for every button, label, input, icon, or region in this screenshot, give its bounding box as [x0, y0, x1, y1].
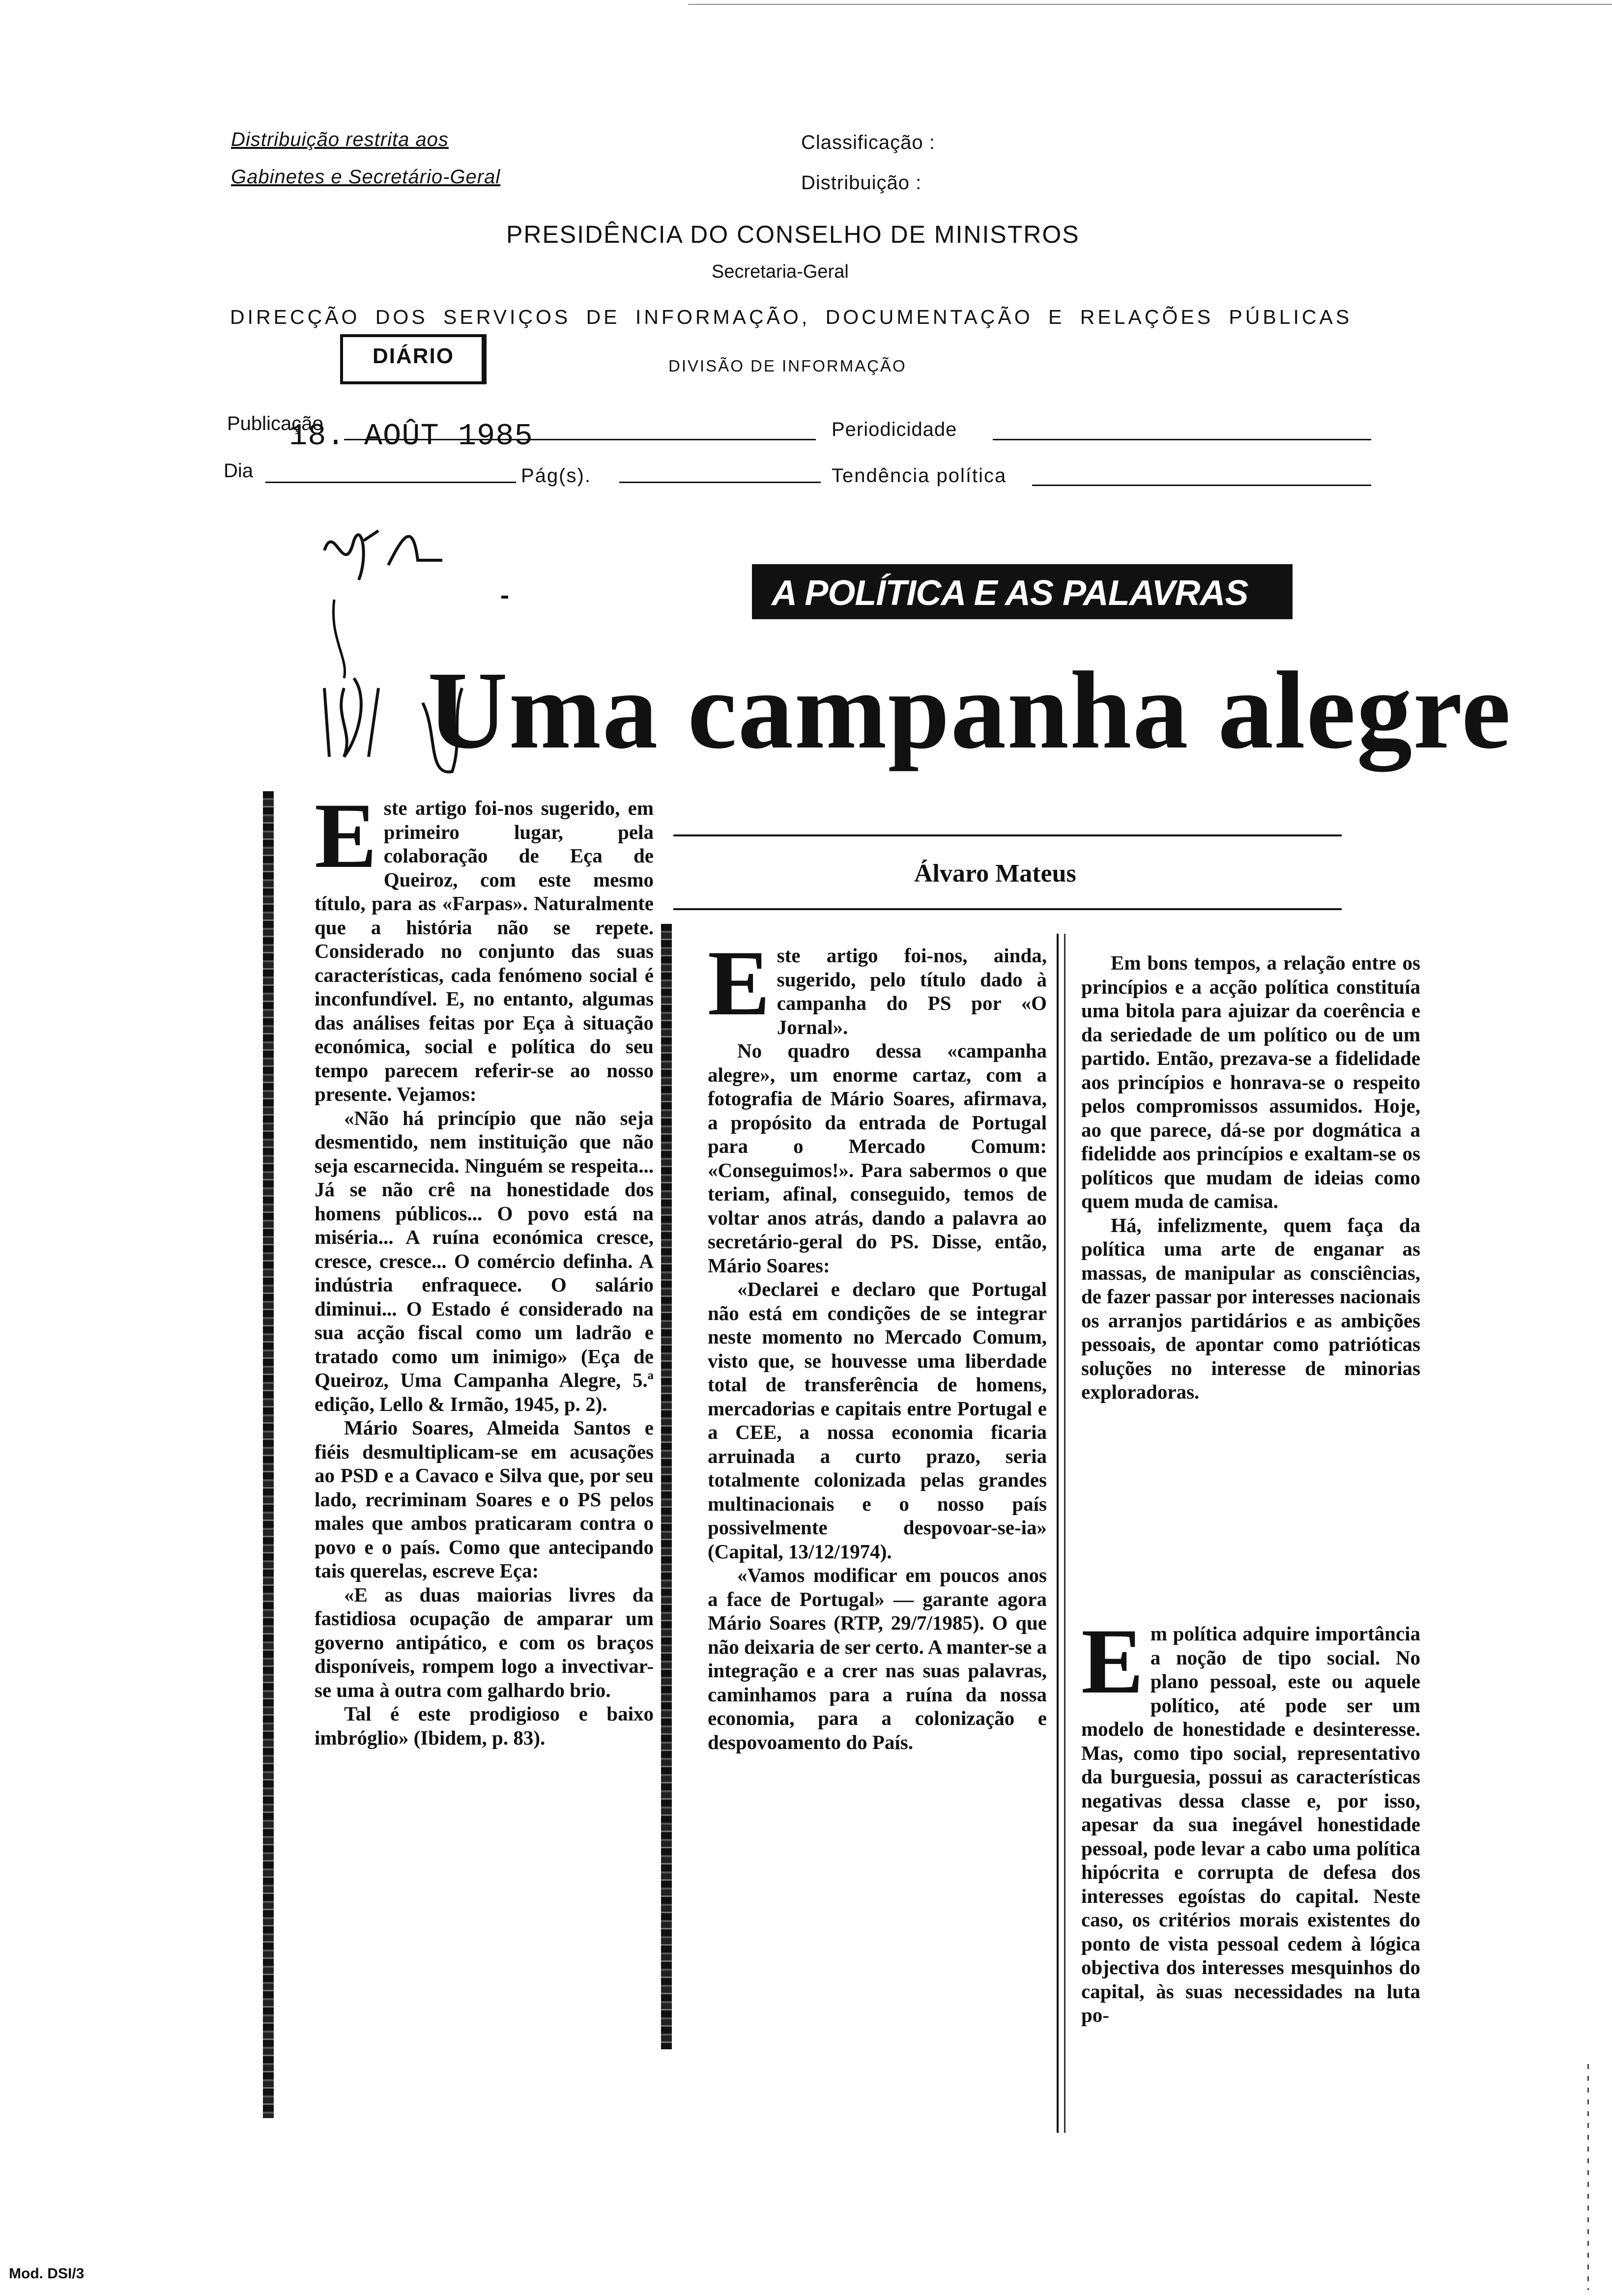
- article-title: Uma campanha alegre: [428, 649, 1512, 772]
- publication-rule: [344, 439, 816, 440]
- author-name: Álvaro Mateus: [914, 860, 1076, 888]
- drop-cap-3: E: [1081, 1610, 1144, 1713]
- tendency-label: Tendência política: [832, 465, 1007, 487]
- col1-paragraph: «E as duas maiorias livres da fastidiosa ocupação de amparar um governo antipático, e com os braços disponíveis, rompem logo a invectivar-se uma à outra com galhardo brio.: [315, 1583, 654, 1701]
- column-border-middle: [661, 924, 672, 2049]
- periodicity-rule: [993, 439, 1371, 440]
- drop-cap-1: E: [315, 784, 377, 888]
- diario-stamp: [340, 334, 487, 384]
- article-column-1: [315, 784, 654, 2148]
- author-rule-bottom: [673, 908, 1342, 910]
- secretariat-heading: Secretaria-Geral: [712, 261, 849, 282]
- scan-edge-right: [1587, 2064, 1589, 2290]
- col1-paragraph: «Não há princípio que não seja desmentido, nem instituição que não seja escarnecida. Ninguém se respeita... Já se não crê na honestidade dos homens públicos... O povo está na miséria... A ruína económica cresce, cresce, cresce... O comércio definha. A indústria enfraquece. O salário diminui... O Estado é considerado na sua acção fiscal como um ladrão e tratado como um inimigo» (Eça de Queiroz, Uma Campanha Alegre, 5.ª edição, Lello & Irmão, 1945, p. 2).: [315, 1106, 654, 1415]
- col2-paragraph: ste artigo foi-nos, ainda, sugerido, pelo título dado à campanha do PS por «O Jornal».: [777, 944, 1047, 1038]
- article-column-3-bottom: [1081, 1610, 1420, 2182]
- col3-paragraph: Em bons tempos, a relação entre os princípios e a acção política constituía uma bitola para ajuizar da coerência e da seriedade de um político ou de um partido. Então, prezava-se a fidelidade aos princípios e honrava-se o respeito pelos compromissos assumidos. Hoje, ao que parece, dá-se por dogmática a fidelidde aos princípios e exaltam-se os políticos que mudam de ideias como quem muda de camisa.: [1081, 951, 1420, 1212]
- drop-cap-2: E: [708, 932, 770, 1035]
- col1-paragraph: Tal é este prodigioso e baixo imbróglio» (Ibidem, p. 83).: [315, 1702, 654, 1749]
- restricted-distribution-line2: Gabinetes e Secretário-Geral: [231, 166, 501, 188]
- column-border-left: [263, 791, 274, 2118]
- pages-label: Pág(s).: [521, 465, 591, 487]
- col3-paragraph: Há, infelizmente, quem faça da política uma arte de enganar as massas, de manipular as consciências, de fazer passar por interesses nacionais os arranjos partidários e as ambições pessoais, de apontar como patrióticas soluções no interesse de minorias exploradoras.: [1081, 1213, 1420, 1403]
- tendency-rule: [1032, 485, 1371, 486]
- scan-edge-mark: [688, 4, 1612, 5]
- restricted-distribution-line1: Distribuição restrita aos: [231, 129, 449, 150]
- col1-paragraph: ste artigo foi-nos sugerido, em primeiro lugar, pela colaboração de Eça de Queiroz, com este mesmo título, para as «Farpas». Naturalmente que a história não se repete. Considerado no conjunto das suas características, cada fenómeno social é inconfundível. E, no entanto, algumas das análises feitas por Eça à situação económica, social e política do seu tempo parecem referir-se ao nosso presente. Vejamos:: [315, 797, 654, 1105]
- col2-paragraph: «Vamos modificar em poucos anos a face de Portugal» — garante agora Mário Soares (RTP, 29/7/1985). O que não deixaria de ser certo. A manter-se a integração e a crer nas suas palavras, caminhamos para a ruína da nossa economia, para a colonização e despovoamento do País.: [708, 1564, 1047, 1753]
- section-banner: [752, 564, 1293, 619]
- day-label: Dia: [224, 460, 254, 482]
- col2-paragraph: No quadro dessa «campanha alegre», um enorme cartaz, com a fotografia de Mário Soares, afirmava, a propósito da entrada de Portugal para o Mercado Comum: «Conseguimos!». Para sabermos o que teriam, afinal, conseguido, temos de voltar anos atrás, dando a palavra ao secretário-geral do PS. Disse, então, Mário Soares:: [708, 1039, 1047, 1277]
- day-rule: [265, 482, 516, 483]
- ministry-heading: PRESIDÊNCIA DO CONSELHO DE MINISTROS: [506, 221, 1080, 248]
- publication-label: Publicação: [227, 413, 323, 434]
- division-heading: DIVISÃO DE INFORMAÇÃO: [668, 357, 907, 375]
- banner-dash: [501, 596, 508, 599]
- date-stamp: 18. AOÛT 1985: [289, 419, 533, 454]
- author-rule-top: [673, 834, 1342, 836]
- form-code: Mod. DSI/3: [9, 2266, 85, 2282]
- diario-stamp-text: DIÁRIO: [373, 344, 454, 368]
- col3-paragraph: m política adquire importância a noção de tipo social. No plano pessoal, este ou aquele político, até pode ser um modelo de honestidade e desinteresse. Mas, como tipo social, representativo da burguesia, possui as características negativas dessa classe e, por isso, apesar da sua inegável honestidade pessoal, pode levar a cabo uma política hipócrita e corrupta de defesa dos interesses egoístas do capital. Neste caso, os critérios morais existentes do ponto de vista pessoal cedem à lógica objectiva dos interesses mesquinhos do capital, às suas necessidades na luta po-: [1081, 1622, 1420, 2026]
- col1-paragraph: Mário Soares, Almeida Santos e fiéis desmultiplicam-se em acusações ao PSD e a Cavaco e Silva que, por seu lado, recriminam Soares e o PS pelos males que ambos praticaram contra o povo e o país. Como que antecipando tais querelas, escreve Eça:: [315, 1416, 654, 1582]
- directorate-heading: DIRECÇÃO DOS SERVIÇOS DE INFORMAÇÃO, DOCUMENTAÇÃO E RELAÇÕES PÚBLICAS: [230, 306, 1353, 328]
- column-divider-2: [1064, 934, 1065, 2133]
- column-divider: [1057, 934, 1059, 2133]
- article-column-2: [708, 932, 1047, 2054]
- classification-label: Classificação :: [801, 132, 935, 153]
- periodicity-label: Periodicidade: [832, 419, 957, 440]
- article-column-3-top: [1081, 951, 1420, 1560]
- section-banner-text: A POLÍTICA E AS PALAVRAS: [772, 574, 1248, 613]
- pages-rule: [619, 482, 821, 483]
- col2-paragraph: «Declarei e declaro que Portugal não está em condições de se integrar neste momento no Mercado Comum, visto que, se houvesse uma liberdade total de transferência de homens, mercadorias e capitais entre Portugal e a CEE, a nossa economia ficaria arruinada a curto prazo, seria totalmente colonizada pelas grandes multinacionais e o nosso país possivelmente despovoar-se-ia» (Capital, 13/12/1974).: [708, 1278, 1047, 1563]
- distribution-label: Distribuição :: [801, 172, 922, 194]
